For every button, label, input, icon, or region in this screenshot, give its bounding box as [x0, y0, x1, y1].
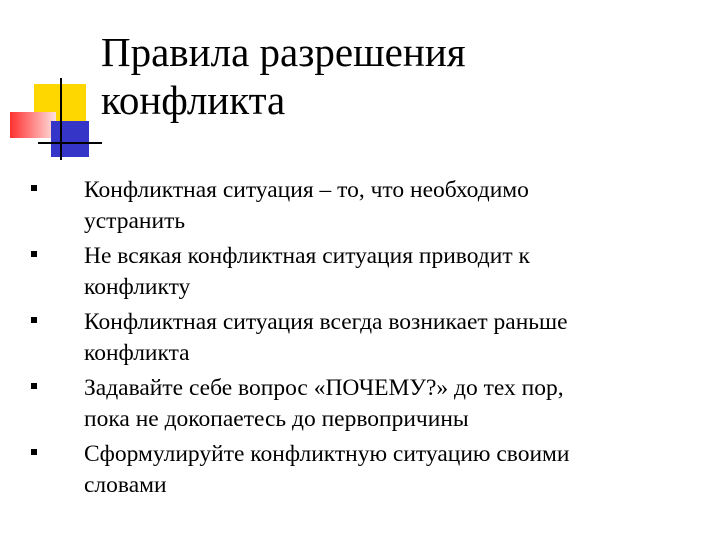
bullet-text	[84, 439, 694, 501]
bullet-text-line: конфликта	[84, 340, 190, 366]
bullet-text-line: Не всякая конфликтная ситуация приводит к	[84, 243, 530, 269]
bullet-item	[0, 373, 720, 439]
bullet-square-icon	[31, 383, 37, 389]
bullet-item	[0, 241, 720, 307]
bullet-text-line: устранить	[84, 208, 186, 234]
bullet-square-icon	[31, 449, 37, 455]
bullet-square-icon	[31, 317, 37, 323]
slide-title-line: конфликта	[101, 77, 286, 123]
bullet-text-line: Конфликтная ситуация – то, что необходимо	[84, 177, 529, 203]
bullet-text	[84, 175, 694, 237]
bullet-text-line: Сформулируйте конфликтную ситуацию своими	[84, 441, 570, 467]
slide-title	[101, 28, 691, 124]
bullet-square-icon	[31, 251, 37, 257]
bullet-text	[84, 241, 694, 303]
decor-red-bar	[10, 112, 56, 138]
bullet-text	[84, 373, 694, 435]
title-decoration	[0, 0, 110, 170]
bullet-list	[0, 175, 720, 505]
bullet-text-line: пока не докопаетесь до первопричины	[84, 406, 469, 432]
bullet-item	[0, 439, 720, 505]
bullet-item	[0, 307, 720, 373]
bullet-item	[0, 175, 720, 241]
bullet-text-line: словами	[84, 472, 167, 498]
bullet-text	[84, 307, 694, 369]
bullet-square-icon	[31, 185, 37, 191]
bullet-text-line: Задавайте себе вопрос «ПОЧЕМУ?» до тех пор,	[84, 375, 564, 401]
decor-blue-square	[51, 121, 89, 157]
slide-title-line: Правила разрешения	[101, 29, 466, 75]
bullet-text-line: Конфликтная ситуация всегда возникает раньше	[84, 309, 568, 335]
bullet-text-line: конфликту	[84, 274, 191, 300]
